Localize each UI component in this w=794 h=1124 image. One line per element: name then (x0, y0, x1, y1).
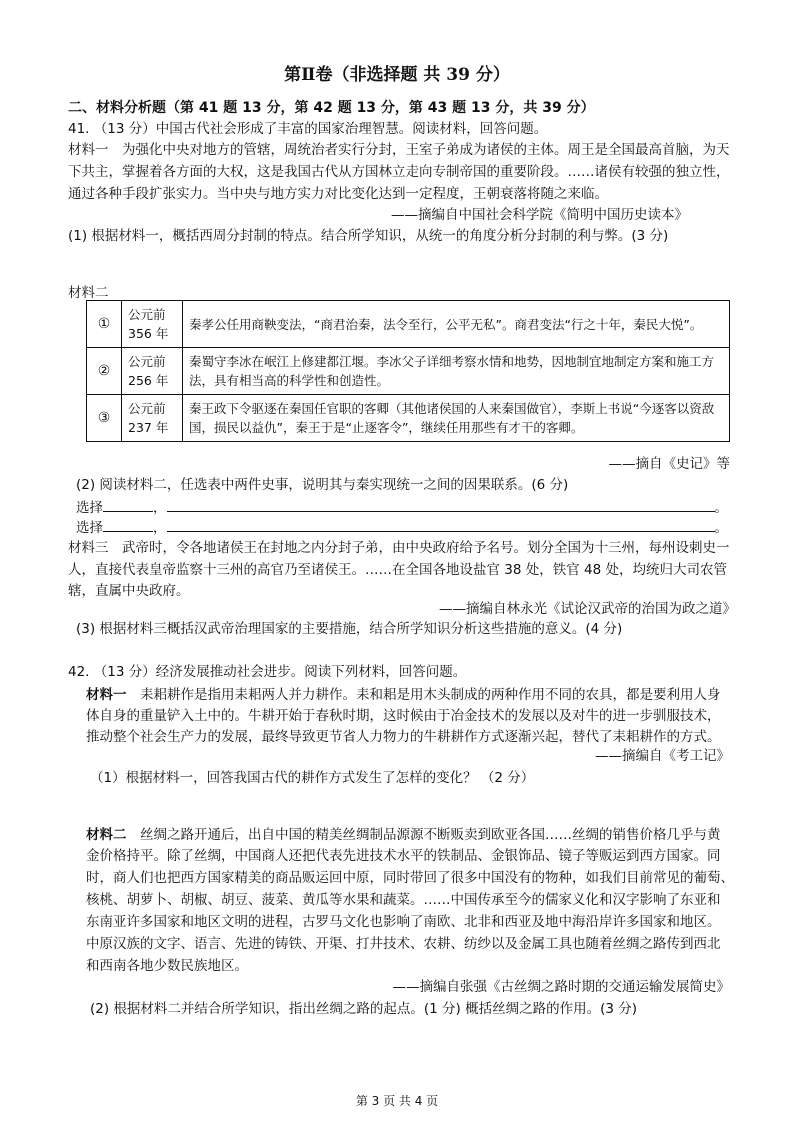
table-row (87, 301, 730, 348)
table-cell-date: 公元前 237 年 (122, 395, 183, 442)
section-heading: 二、材料分析题（第 41 题 13 分，第 42 题 13 分，第 43 题 13 分，共 39 分） (68, 100, 595, 116)
q41-material3-line: 辖，直属中央政府。 (68, 583, 190, 599)
q42-material2-source: ——摘编自张强《古丝绸之路时期的交通运输发展简史》 (392, 979, 730, 995)
q42-header: 42. （13 分）经济发展推动社会进步。阅读下列材料，回答问题。 (68, 664, 467, 680)
q42-material2-line: 和西南各地少数民族地区。 (86, 958, 248, 974)
q41-question-3: (3) 根据材料三概括汉武帝治理国家的主要措施，结合所学知识分析这些措施的意义。(4 分) (76, 621, 623, 637)
table-cell-num: ② (87, 348, 122, 395)
table-cell-text: 秦王政下令驱逐在秦国任官职的客卿（其他诸侯国的人来秦国做官），李斯上书说“今逐客以资敌国，损民以益仇”，秦王于是“止逐客令”，继续任用那些有才干的客卿。 (183, 395, 730, 442)
q42-material2-line: 材料二 丝绸之路开通后，出自中国的精美丝绸制品源源不断贩卖到欧亚各国……丝绸的销售价格几乎与黄 (86, 827, 721, 843)
q42-material1-label: 材料一 (86, 687, 127, 703)
q42-material2-line: 核桃、胡萝卜、胡椒、胡豆、菠菜、黄瓜等水果和蔬菜。……中国传承至今的儒家义化和汉字影响了东亚和 (86, 892, 721, 908)
q41-material1-line: 下共主，掌握着各方面的大权，这是我国古代从方国林立走向专制帝国的重要阶段。……诸侯有较强的独立性， (68, 164, 730, 180)
choice-label: 选择 (76, 500, 103, 516)
q42-material2-line: 东南亚许多国家和地区文明的进程，古罗马文化也影响了南欧、北非和西亚及地中海沿岸许多国家和地区。 (86, 914, 721, 930)
q41-header: 41. （13 分）中国古代社会形成了丰富的国家治理智慧。阅读材料，回答问题。 (68, 121, 548, 137)
table-cell-date: 公元前 356 年 (122, 301, 183, 348)
table-row (87, 395, 730, 442)
q42-material2-line: 金价格持平。除了丝绸，中国商人还把代表先进技术水平的铁制品、金银饰品、镜子等贩运到西方国家。同 (86, 848, 721, 864)
q41-material2-source: ——摘自《史记》等 (608, 456, 730, 472)
q41-material1-line: 材料一 为强化中央对地方的管辖，周统治者实行分封，王室子弟成为诸侯的主体。周王是全国最高首脑，为天 (68, 142, 730, 158)
table-cell-date: 公元前 256 年 (122, 348, 183, 395)
q42-material1-line: 推动整个社会生产力的发展，最终导致更节省人力物力的牛耕耕作方式逐渐兴起，替代了耒耜耕作的方式。 (86, 729, 721, 745)
q42-question-2: (2) 根据材料二并结合所学知识，指出丝绸之路的起点。(1 分) 概括丝绸之路的作用。(3 分) (90, 1001, 638, 1017)
q42-material1-line: 材料一 耒耜耕作是指用耒耜两人并力耕作。耒和耜是用木头制成的两种作用不同的农具，都是要利用人身 (86, 687, 721, 703)
q41-question-1: (1) 根据材料一，概括西周分封制的特点。结合所学知识，从统一的角度分析分封制的利与弊。(3 分) (68, 228, 669, 244)
q41-material1-source: ——摘编自中国社会科学院《简明中国历史读本》 (391, 207, 688, 223)
choice-line-2: 选择 ， 。 (76, 517, 728, 537)
q42-material1-line: 体自身的重量铲入土中的。牛耕开始于春秋时期，这时候由于冶金技术的发展以及对牛的进一步驯服技术， (86, 708, 721, 724)
q42-material1-source: ——摘编自《考工记》 (595, 748, 730, 764)
q41-material3-line: 人，直接代表皇帝监察十三州的高官乃至诸侯王。……在全国各地设盐官 38 处，铁官 48 处，均统归大司农管 (68, 562, 728, 578)
table-cell-num: ① (87, 301, 122, 348)
table-cell-text: 秦孝公任用商鞅变法，“商君治秦，法令至行，公平无私”。商君变法“行之十年，秦民大悦”。 (183, 301, 730, 348)
q41-question-2: (2) 阅读材料二，任选表中两件史事，说明其与秦实现统一之间的因果联系。(6 分) (76, 477, 569, 493)
q41-material3-source: ——摘编自林永光《试论汉武帝的治国为政之道》 (439, 601, 736, 617)
page-footer: 第 3 页 共 4 页 (355, 1094, 439, 1108)
q41-material1-line: 通过各种手段扩张实力。当中央与地方实力对比变化达到一定程度，王朝衰落将随之来临。 (68, 186, 608, 202)
table-cell-num: ③ (87, 395, 122, 442)
choice-blank[interactable] (103, 497, 153, 512)
table-cell-text: 秦蜀守李冰在岷江上修建都江堰。李冰父子详细考察水情和地势，因地制宜地制定方案和施工方法，具有相当高的科学性和创造性。 (183, 348, 730, 395)
q42-material2-line: 时，商人们也把西方国家精美的商品贩运回中原，同时带回了很多中国没有的物种，如我们目前常见的葡萄、 (86, 870, 734, 886)
q41-material2-label: 材料二 (68, 285, 109, 301)
q42-material2-line: 中原汉族的文字、语言、先进的铸铁、开渠、打井技术、农耕、纺纱以及金属工具也随着丝绸之路传到西北 (86, 936, 721, 952)
q42-question-1: （1）根据材料一，回答我国古代的耕作方式发生了怎样的变化？ （2 分） (90, 770, 535, 786)
table-row (87, 348, 730, 395)
choice-line-1: 选择 ， 。 (76, 497, 728, 517)
answer-blank[interactable] (167, 497, 715, 512)
page-title: 第Ⅱ卷（非选择题 共 39 分） (284, 65, 510, 85)
answer-blank[interactable] (167, 517, 715, 532)
choice-label: 选择 (76, 520, 103, 536)
choice-blank[interactable] (103, 517, 153, 532)
material2-table (86, 300, 730, 442)
q41-material3-line: 材料三 武帝时，令各地诸侯王在封地之内分封子弟，由中央政府给予名号。划分全国为十三州，每州设刺史一 (68, 540, 730, 556)
q42-material2-label: 材料二 (86, 827, 127, 843)
